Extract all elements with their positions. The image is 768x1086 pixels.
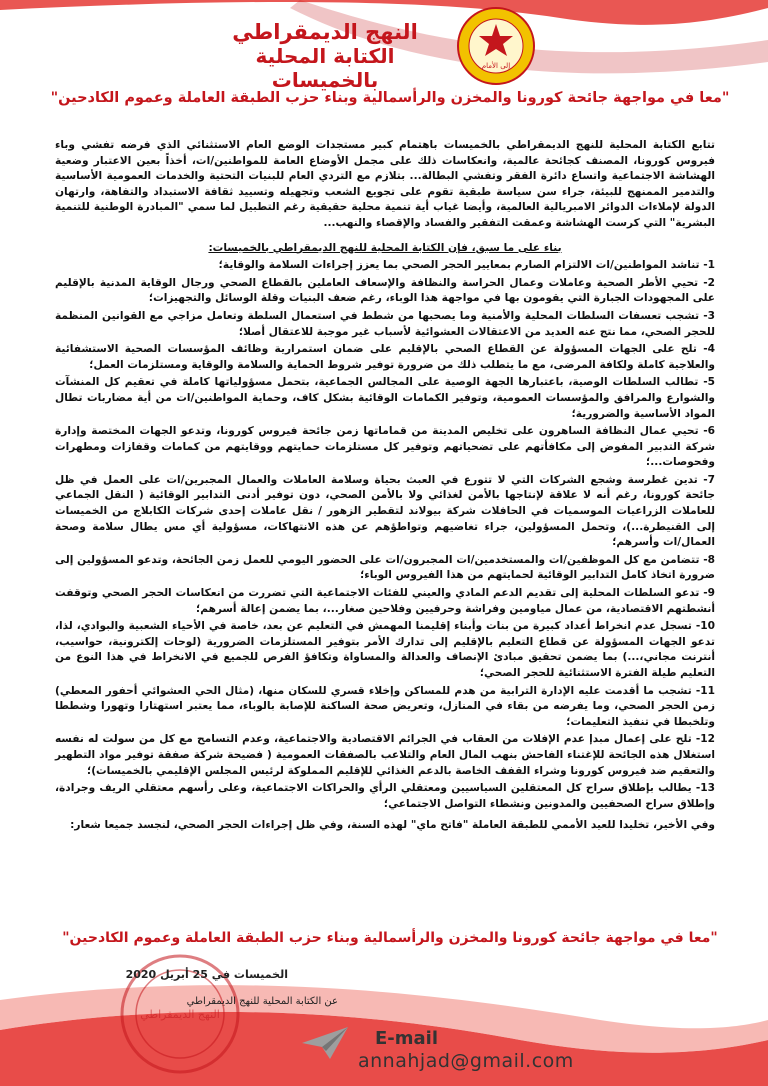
party-logo-icon — [456, 6, 536, 86]
document-date — [28, 968, 288, 981]
intro-paragraph: تتابع الكتابة المحلية للنهج الديمقراطي بالخميسات باهتمام كبير مستجدات الوضع العام الاستثنائي الذي فرضه تفشي وباء فيروس كورونا، المصنف كجائحة عالمية، وانعكاسات ذلك على مجمل الأوضاع العامة للمواطنين/ات، أخذاً بعين الاعتبار وضعية الهشاشة الاجتماعية واتساع دائرة الفقر وتفشي البطالة... بتلازم مع التردي العام للبنيات التحتية والخدمات العمومية الأساسية والتدمير الممنهج للبيئة، جراء سن سياسة طبقية تقوم على تجويع الشعب وتجهيله وتسييد ثقافة الاستبداد والتفاهة، وارتهان الدولة لإملاءات الدوائر الامبريالية العالمية، وأيضا غياب أية تنمية محلية حقيقية رغم التطبيل لما سمي "المبادرة الوطنية للتنمية البشرية" التي كرست الهشاشة وعمقت التفقير والفساد والإقصاء والنهب... — [55, 139, 715, 229]
list-item: 13- يطالب بإطلاق سراح كل المعتقلين السياسيين ومعتقلي الرأي والحراكات الاجتماعية، وعلى رأسهم معتقلي الريف وجرادة، وإطلاق سراح الصحفيين والمدونين ونشطاء التواصل الاجتماعي؛ — [55, 782, 715, 810]
list-item: 10- تسجل عدم انخراط أعداد كبيرة من بنات وأبناء إقليمنا المهمش في التعليم عن بعد، خاصة في الأحياء الشعبية والبوادي، لذا، تدعو الجهات المسؤولة عن قطاع التعليم بالإقليم إلى تدارك الأمر بتوفير المستلزمات الضرورية (لوحات إلكترونية، حواسيب، أنترنت مجاني،...) بما يضمن تحقيق مبادئ الإنصاف والعدالة والمساواة وتكافؤ الفرص للجميع في الانخراط في هذا النوع من التعليم طيلة الفترة الاستثنائية للحجر الصحي؛ — [55, 620, 715, 679]
list-item: 2- تحيي الأطر الصحية وعاملات وعمال الحراسة والنظافة والإسعاف العاملين بالقطاع الصحي ورجال الوقاية المدنية بالإقليم على المجهودات الجبارة التي يقومون بها في مواجهة هذا الوباء، رغم ضعف البنيات وقلة الوسائل والتجهيزات؛ — [55, 276, 715, 305]
list-item: 8- تتضامن مع كل الموظفين/ات والمستخدمين/ات المجبرون/ات على الحضور اليومي للعمل زمن الجائحة، وتدعو المسؤولين إلى ضرورة اتخاذ كامل التدابير الوقائية لحمايتهم من هذا الفيروس الوباء؛ — [55, 553, 715, 582]
org-subtitle: الكتابة المحلية بالخميسات — [255, 44, 395, 92]
paper-plane-icon — [300, 1025, 350, 1061]
date-day: 25 — [192, 968, 208, 981]
date-year: 2020 — [125, 968, 157, 981]
document-body — [55, 138, 715, 836]
stamp-text: النهج الديمقراطي — [140, 1008, 220, 1021]
list-item: 9- تدعو السلطات المحلية إلى تقديم الدعم المادي والعيني للفئات الاجتماعية التي تضررت من انعكاسات الحجر الصحي وتوقفت أنشطتهم الاقتصادية، من عمال مياومين وفراشة وحرفيين وفلاحين صغار...، بما يضمن إعالة أسرهم؛ — [55, 587, 715, 615]
logo-center-text: إلى الأمام — [481, 62, 511, 70]
list-item: 3- تشجب تعسفات السلطات المحلية والأمنية وما يصحبها من شطط في استعمال السلطة وتعامل مزاجي مع القوانين المنظمة للحجر الصحي، مما نتج عنه العديد من الاعتقالات العشوائية لأسباب غير موجبة للاعتقال أصلا؛ — [55, 309, 715, 338]
date-prefix: الخميسات في — [211, 968, 288, 981]
email-link[interactable]: annahjad@gmail.com — [358, 1050, 574, 1072]
slogan-top: "معا في مواجهة جائحة كورونا والمخزن والرأسمالية وبناء حزب الطبقة العاملة وعموم الكادحين" — [50, 90, 730, 106]
slogan-bottom: "معا في مواجهة جائحة كورونا والمخزن والرأسمالية وبناء حزب الطبقة العاملة وعموم الكادحين" — [62, 930, 718, 946]
org-name: النهج الديمقراطي — [232, 20, 418, 44]
statement-heading: بناء على ما سبق، فإن الكتابة المحلية للنهج الديمقراطي بالخميسات: — [208, 241, 562, 254]
date-month: أبريل — [160, 968, 189, 981]
signer: عن الكتابة المحلية للنهج الديمقراطي — [186, 996, 338, 1007]
list-item: 6- تحيي عمال النظافة الساهرون على تخليص المدينة من قماماتها زمن جائحة فيروس كورونا، وتدعو الجهات المختصة وإدارة شركة التدبير المفوض إلى مكافأتهم على تضحياتهم وتوفير كل مستلزمات حمايتهم ووقايتهم من كمامات وقفازات ومطهرات وفحوصات...؛ — [55, 425, 715, 469]
list-item: 5- تطالب السلطات الوصية، باعتبارها الجهة الوصية على المجالس الجماعية، بتحمل مسؤولياتها كاملة في تعقيم كل المنشآت والشوارع والمرافق والمؤسسات العمومية، وتوفير الكمامات الوقائية بشكل كاف، وحماية المواطنين/ات من أية مضاربات تطال المواد الأساسية والضرورية؛ — [55, 376, 715, 420]
list-item: 11- تشجب ما أقدمت عليه الإدارة الترابية من هدم للمساكن وإخلاء قسري للسكان منها، (مثال الحي العشوائي أحفور المعطي) زمن الحجر الصحي، وما يفرضه من بقاء في المنازل، وتعريض صحة الساكنة للإصابة بالوباء، مما يعتبر استهتارا وتهورا وشططا وتلخبطا في تنفيذ التعليمات؛ — [55, 684, 715, 728]
closing-paragraph: وفي الأخير، تخليدا للعيد الأممي للطبقة العاملة "فاتح ماي" لهذه السنة، وفي ظل إجراءات الحجر الصحي، لنجسد جميعا شعار: — [70, 819, 715, 832]
list-item: 1- تناشد المواطنين/ات الالتزام الصارم بمعايير الحجر الصحي بما يعزز إجراءات السلامة والوقاية؛ — [218, 259, 715, 272]
email-label: E-mail — [375, 1028, 439, 1049]
list-item: 7- تدين غطرسة وشجع الشركات التي لا تتورع في العبث بحياة وسلامة العاملات والعمال المجبرين/ات على العمل في ظل جائحة كورونا، رغم أنه لا علاقة لإنتاجها بالأمن لغذائي ولا بالأمن الصحي، دون توفير أدنى التدابير الوقائية ( النقل الجماعي للعاملات الزراعيات الموسميات في الحافلات شركة بيولاند لتقطير الزهور / نقل عاملات إحدى شركات الكابلاج من الخميسات إلى القنيطرة...)، وتحمل المسؤولين، جراء تغاضيهم وتواطؤهم عن هذه الانتهاكات، مسؤولية أي مس يطال سلامة وصحة العمال/ات وأسرهم؛ — [55, 473, 715, 549]
list-item: 12- تلح على إعمال مبدإ عدم الإفلات من العقاب في الجرائم الاقتصادية والاجتماعية، وعدم التسامح مع كل من سولت له نفسه استغلال هذه الجائحة للإغتناء الفاحش بنهب المال العام والتلاعب بالصفقات العمومية ( فضيحة شركة صفقة توفير مواد التطهير والتعقيم ضد فيروس كورونا وشراء القفف الخاصة بالدعم الغذائي للإقليم المملوكة لرئيس المجلس الإقليمي بالخميسات)؛ — [55, 733, 715, 777]
list-item: 4- تلح على الجهات المسؤولة عن القطاع الصحي بالإقليم على ضمان استمرارية وظائف المؤسسات الصحية الاستشفائية والعلاجية كاملة ولكافة المرضى، مع ما يتطلب ذلك من ضرورة توفير شروط الحماية والسلامة والوقاية ومستلزمات العمل؛ — [55, 343, 715, 371]
